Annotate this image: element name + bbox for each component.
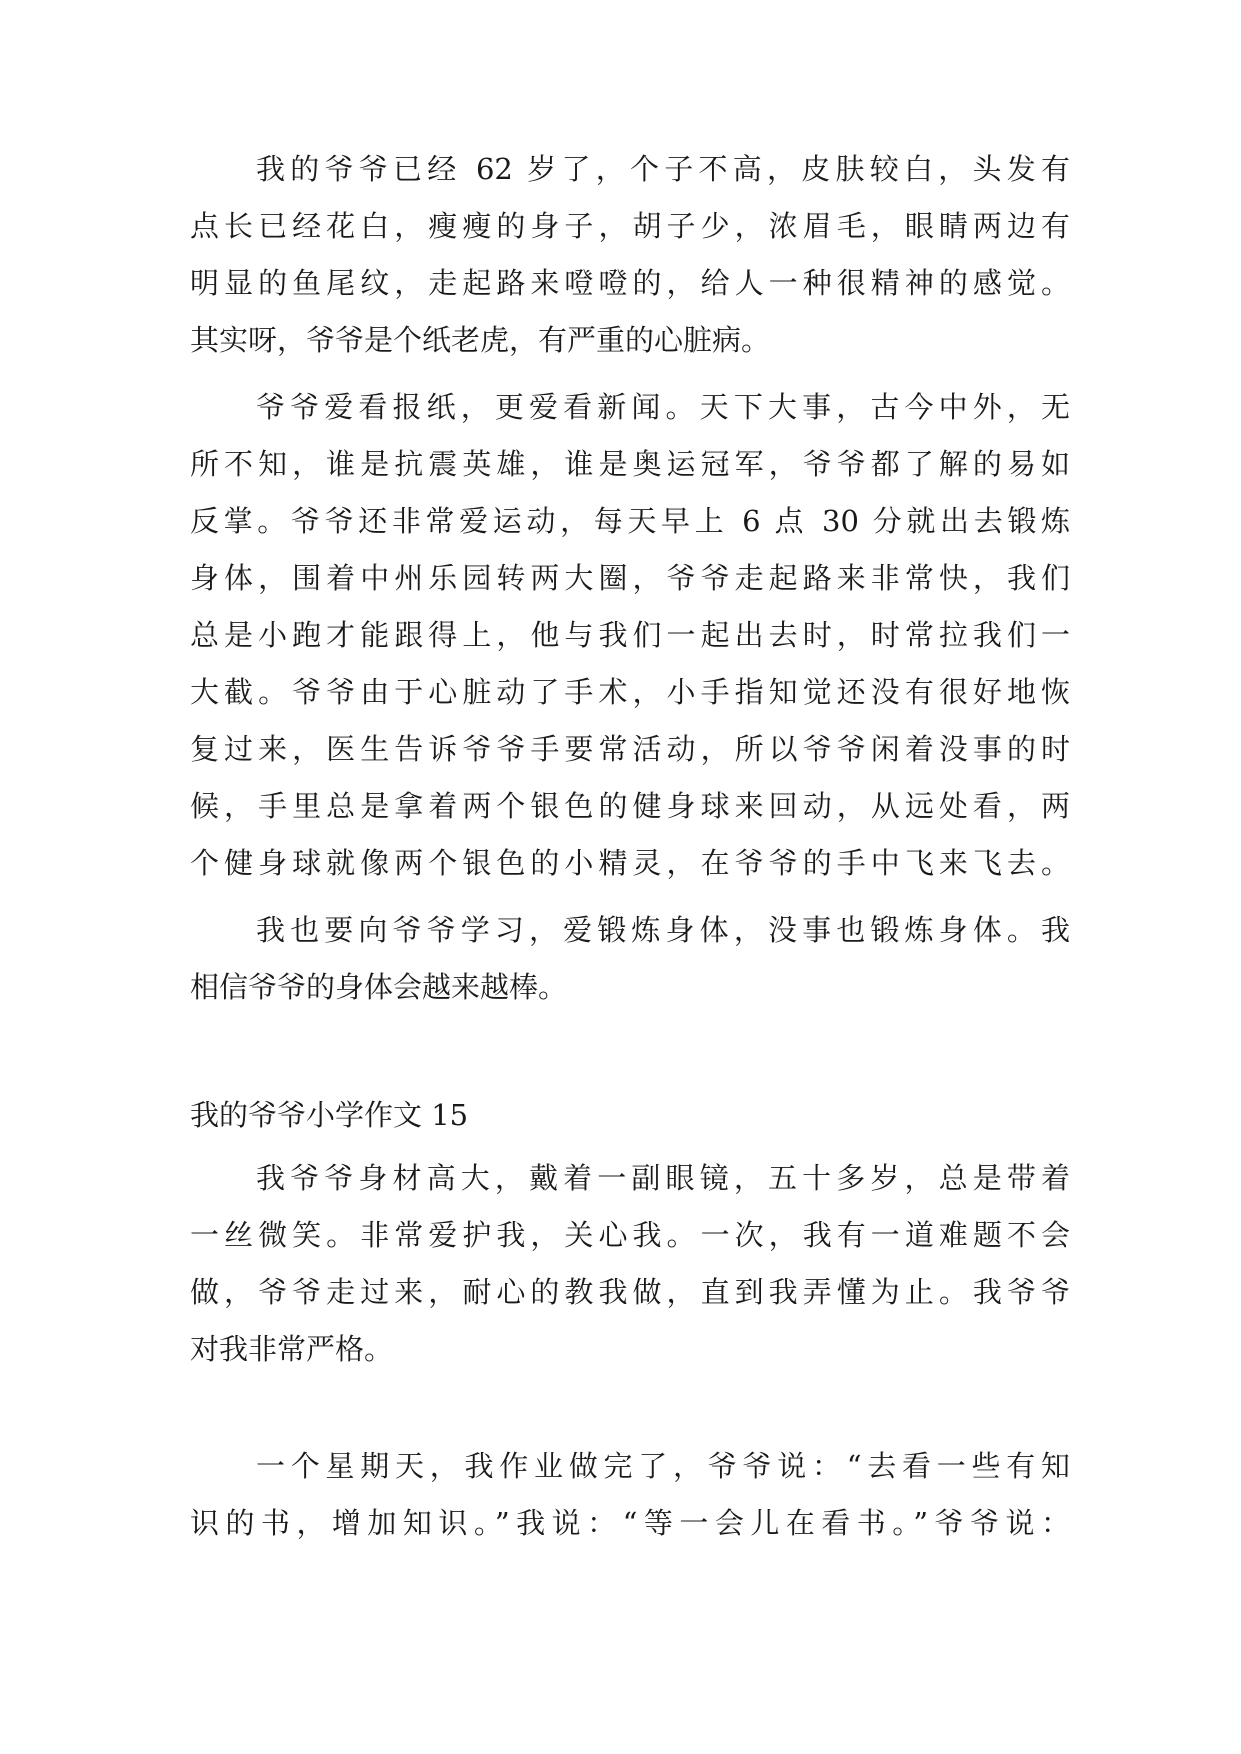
paragraph-2-line-7: 复过来，医生告诉爷爷手要常活动，所以爷爷闲着没事的时 bbox=[190, 732, 1070, 766]
paragraph-3-line-2: 相信爷爷的身体会越来越棒。 bbox=[190, 970, 568, 1004]
paragraph-2-line-8: 候，手里总是拿着两个银色的健身球来回动，从远处看，两 bbox=[190, 789, 1070, 823]
paragraph-5-line-1: 一个星期天，我作业做完了，爷爷说：“去看一些有知 bbox=[256, 1449, 1070, 1483]
paragraph-1-line-3: 明显的鱼尾纹，走起路来噔噔的，给人一种很精神的感觉。 bbox=[190, 266, 1070, 300]
paragraph-4-line-4: 对我非常严格。 bbox=[190, 1332, 394, 1366]
paragraph-2-line-1: 爷爷爱看报纸，更爱看新闻。天下大事，古今中外，无 bbox=[256, 390, 1070, 424]
paragraph-2-line-6: 大截。爷爷由于心脏动了手术，小手指知觉还没有很好地恢 bbox=[190, 675, 1070, 709]
paragraph-1-line-4: 其实呀，爷爷是个纸老虎，有严重的心脏病。 bbox=[190, 323, 771, 357]
paragraph-1-line-1: 我的爷爷已经 62 岁了，个子不高，皮肤较白，头发有 bbox=[256, 152, 1070, 186]
paragraph-2-line-4: 身体，围着中州乐园转两大圈，爷爷走起路来非常快，我们 bbox=[190, 561, 1070, 595]
paragraph-2-line-2: 所不知，谁是抗震英雄，谁是奥运冠军，爷爷都了解的易如 bbox=[190, 447, 1070, 481]
paragraph-4-line-1: 我爷爷身材高大，戴着一副眼镜，五十多岁，总是带着 bbox=[256, 1161, 1070, 1195]
paragraph-2-line-3: 反掌。爷爷还非常爱运动，每天早上 6 点 30 分就出去锻炼 bbox=[190, 504, 1070, 538]
paragraph-3-line-1: 我也要向爷爷学习，爱锻炼身体，没事也锻炼身体。我 bbox=[256, 913, 1070, 947]
paragraph-4-line-3: 做，爷爷走过来，耐心的教我做，直到我弄懂为止。我爷爷 bbox=[190, 1275, 1070, 1309]
section-heading: 我的爷爷小学作文 15 bbox=[190, 1098, 469, 1132]
paragraph-4-line-2: 一丝微笑。非常爱护我，关心我。一次，我有一道难题不会 bbox=[190, 1218, 1070, 1252]
paragraph-1-line-2: 点长已经花白，瘦瘦的身子，胡子少，浓眉毛，眼睛两边有 bbox=[190, 209, 1070, 243]
paragraph-2-line-5: 总是小跑才能跟得上，他与我们一起出去时，时常拉我们一 bbox=[190, 618, 1070, 652]
paragraph-5-line-2: 识的书，增加知识。”我说：“等一会儿在看书。”爷爷说： bbox=[190, 1506, 1070, 1540]
paragraph-2-line-9: 个健身球就像两个银色的小精灵，在爷爷的手中飞来飞去。 bbox=[190, 846, 1070, 880]
